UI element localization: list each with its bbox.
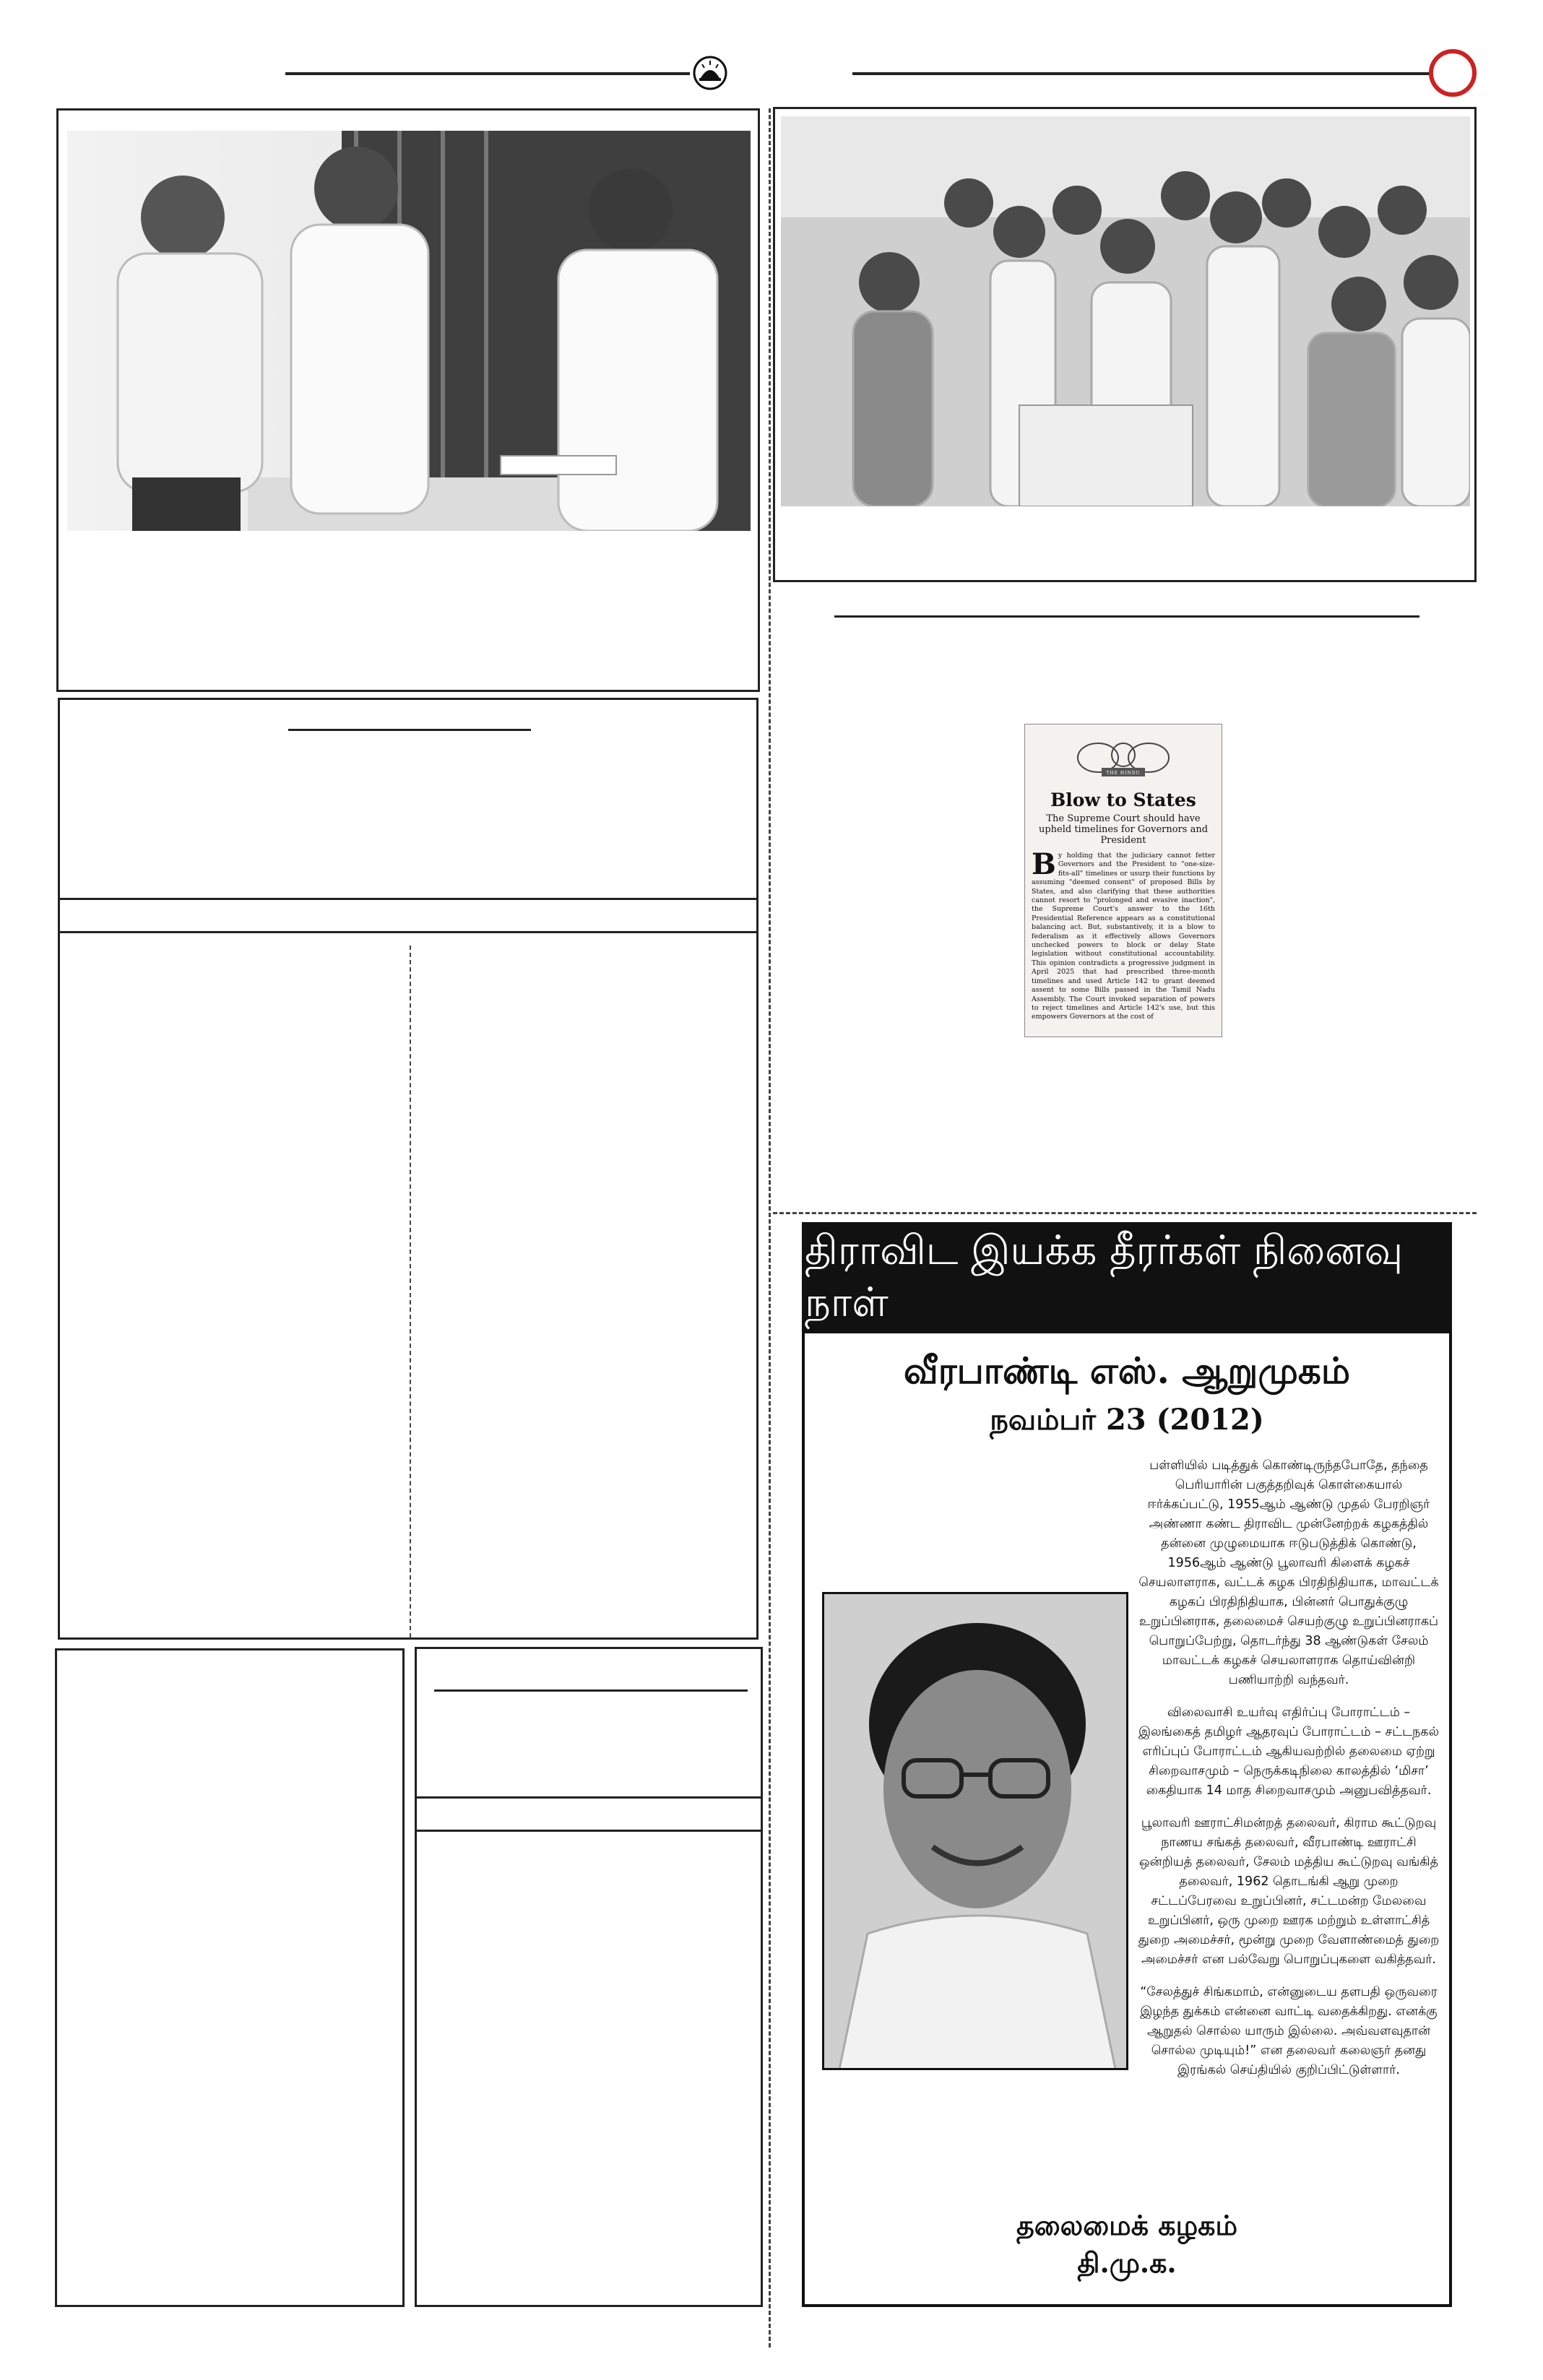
clip-headline: Blow to States xyxy=(1050,789,1196,810)
page-circle-icon xyxy=(1429,49,1477,97)
clip-body xyxy=(1025,847,1222,1022)
editorial-clipping xyxy=(1024,724,1222,1037)
article-box-bottom-left xyxy=(55,1648,405,2307)
memorial-portrait xyxy=(822,1592,1128,2070)
clip-subhead: The Supreme Court should have upheld timelines for Governors and President xyxy=(1038,813,1209,846)
article-column-divider xyxy=(410,945,411,1637)
bottom-article-band-top xyxy=(417,1796,761,1799)
header-rule-right xyxy=(852,72,1430,75)
memorial-paragraph: விலைவாசி உயர்வு எதிர்ப்பு போராட்டம் – இலங்கைத் தமிழர் ஆதரவுப் போராட்டம் – சட்டநகல் எரிப்புப் போராட்டம் ஆகியவற்றில் தலைமை ஏற்று சிறைவாசமும் – நெருக்கடிநிலை காலத்தில் ‘மிசா’ கைதியாக 14 மாத சிறைவாசமும் அனுபவித்தவர். xyxy=(1138,1705,1439,1798)
memorial-notice xyxy=(802,1222,1452,2307)
bottom-article-band-bottom xyxy=(417,1830,761,1832)
article-band-bottom xyxy=(60,931,756,933)
bottom-article-title-rule xyxy=(434,1689,748,1692)
memorial-banner: திராவிட இயக்க தீரர்கள் நினைவு நாள் xyxy=(805,1225,1449,1333)
clip-dropcap: B xyxy=(1032,847,1056,881)
memorial-paragraph: “சேலத்துச் சிங்கமாம், என்னுடைய தளபதி ஒருவரை இழந்த துக்கம் என்னை வாட்டி வதைக்கிறது. எனக்கு ஆறுதல் சொல்ல யாரும் இல்லை. அவ்வளவுதான் சொல்ல முடியும்!” என தலைவர் கலைஞர் தனது இரங்கல் செய்தியில் குறிப்பிட்டுள்ளார். xyxy=(1140,1985,1438,2077)
photo-box-right xyxy=(773,107,1477,582)
news-photo-left xyxy=(67,131,751,531)
clip-masthead: THE HINDU xyxy=(1106,771,1141,776)
memorial-name: வீரபாண்டி எஸ். ஆறுமுகம் xyxy=(903,1349,1351,1392)
memorial-text-column xyxy=(1137,1456,1440,2093)
memorial-footer-line2: தி.மு.க. xyxy=(1077,2246,1177,2279)
article-band-top xyxy=(60,898,756,900)
photo-box-left xyxy=(56,108,760,692)
memorial-paragraph: பூலாவரி ஊராட்சிமன்றத் தலைவர், கிராம கூட்டுறவு நாணய சங்கத் தலைவர், வீரபாண்டி ஊராட்சி ஒன்றியத் தலைவர், சேலம் மத்திய கூட்டுறவு வங்கித் தலைவர், 1962 தொடங்கி ஆறு முறை சட்டப்பேரவை உறுப்பினர், சட்டமன்ற மேலவை உறுப்பினர், ஒரு முறை ஊரக மற்றும் உள்ளாட்சித் துறை அமைச்சர், மூன்று முறை வேளாண்மைத் துறை அமைச்சர் என பல்வேறு பொறுப்புகளை வகித்தவர். xyxy=(1138,1816,1440,1967)
column-divider xyxy=(769,108,771,2347)
article-title-rule xyxy=(288,729,531,731)
memorial-paragraph: பள்ளியில் படித்துக் கொண்டிருந்தபோதே, தந்தை பெரியாரின் பகுத்தறிவுக் கொள்கையால் ஈர்க்கப்பட்டு, 1955ஆம் ஆண்டு முதல் பேரறிஞர் அண்ணா கண்ட திராவிட முன்னேற்றக் கழகத்தில் தன்னை முழுமையாக ஈடுபடுத்திக் கொண்டு, 1956ஆம் ஆண்டு பூலாவரி கிளைக் கழகச் செயலாளராக, வட்டக் கழக பிரதிநிதியாக, மாவட்டக் கழகப் பிரதிநிதியாக, பின்னர் பொதுக்குழு உறுப்பினராக, தலைமைச் செயற்குழு உறுப்பினராகப் பொறுப்பேற்று, தொடர்ந்து 38 ஆண்டுகள் சேலம் மாவட்டக் கழகச் செயலாளராக தொய்வின்றி பணியாற்றி வந்தவர். xyxy=(1138,1458,1439,1687)
clip-body-text: y holding that the judiciary cannot fetter Governors and the President to "one-size-fits-all" timelines or usurp their functions by assuming "deemed consent" of proposed Bills by States, and also clarifying that these authorities cannot resort to "prolonged and evasive inaction", the Supreme Court's answer to the 16th Presidential Reference appears as a constitutional balancing act. But, substantively, it is a blow to federalism as it effectively allows Governors unchecked powers to block or delay State legislation without constitutional accountability. This opinion contradicts a progressive judgment in April 2025 that had prescribed three-month timelines and used Article 142 to grant deemed assent to some Bills passed in the Tamil Nadu Assembly. The Court invoked separation of powers to reject timelines and Article 142's use, but this empowers Governors at the cost of xyxy=(1032,852,1215,1021)
article-frame-left xyxy=(58,698,758,1640)
memorial-footer-line1: தலைமைக் கழகம் xyxy=(1016,2209,1238,2241)
right-column-dashed-divider xyxy=(773,1212,1477,1214)
news-photo-right xyxy=(781,116,1470,506)
article-box-bottom-right xyxy=(415,1647,763,2307)
header-rule-left xyxy=(285,72,690,75)
rising-sun-emblem-icon xyxy=(692,55,728,91)
right-column-rule xyxy=(834,615,1419,618)
memorial-date: நவம்பர் 23 (2012) xyxy=(990,1403,1264,1437)
